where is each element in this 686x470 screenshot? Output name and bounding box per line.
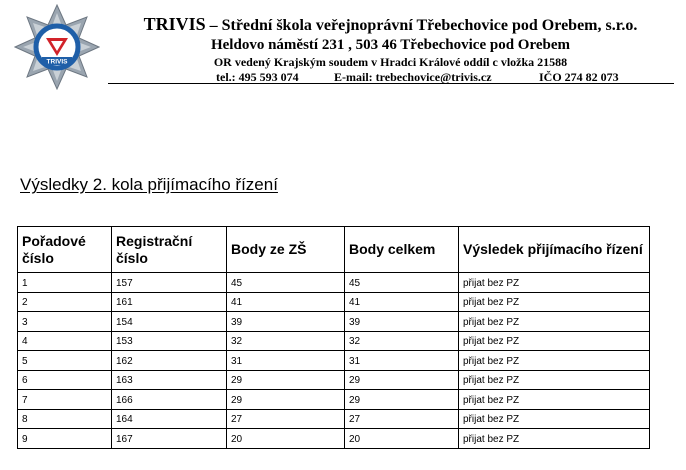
cell-result: přijat bez PZ bbox=[459, 312, 650, 332]
cell-result: přijat bez PZ bbox=[459, 409, 650, 429]
company-id: IČO 274 82 073 bbox=[539, 70, 619, 84]
letterhead bbox=[0, 0, 686, 90]
phone-number: tel.: 495 593 074 bbox=[216, 70, 299, 84]
cell-registration: 153 bbox=[112, 331, 227, 351]
cell-points-school: 31 bbox=[227, 351, 345, 371]
cell-result: přijat bez PZ bbox=[459, 370, 650, 390]
cell-points-total: 32 bbox=[345, 331, 459, 351]
table-row bbox=[18, 331, 650, 351]
cell-registration: 167 bbox=[112, 429, 227, 449]
cell-points-total: 27 bbox=[345, 409, 459, 429]
cell-order: 2 bbox=[18, 292, 112, 312]
cell-order: 8 bbox=[18, 409, 112, 429]
cell-registration: 163 bbox=[112, 370, 227, 390]
cell-points-school: 29 bbox=[227, 370, 345, 390]
table-row bbox=[18, 409, 650, 429]
header-admission-result: Výsledek přijímacího řízení bbox=[459, 227, 650, 273]
svg-text:TRIVIS: TRIVIS bbox=[46, 58, 68, 66]
table-row bbox=[18, 292, 650, 312]
cell-order: 7 bbox=[18, 390, 112, 410]
school-logo-star-icon bbox=[14, 4, 100, 90]
cell-result: přijat bez PZ bbox=[459, 429, 650, 449]
cell-result: přijat bez PZ bbox=[459, 390, 650, 410]
cell-order: 3 bbox=[18, 312, 112, 332]
cell-registration: 157 bbox=[112, 273, 227, 293]
court-registration: OR vedený Krajským soudem v Hradci Králové oddíl c vložka 21588 bbox=[213, 55, 568, 69]
cell-result: přijat bez PZ bbox=[459, 273, 650, 293]
cell-result: přijat bez PZ bbox=[459, 331, 650, 351]
cell-points-total: 41 bbox=[345, 292, 459, 312]
document-title: Výsledky 2. kola přijímacího řízení bbox=[20, 175, 278, 194]
header-points-school: Body ze ZŠ bbox=[227, 227, 345, 273]
cell-registration: 164 bbox=[112, 409, 227, 429]
letterhead-divider bbox=[108, 83, 674, 84]
header-registration-number: Registrační číslo bbox=[112, 227, 227, 273]
table-row bbox=[18, 390, 650, 410]
school-name-rest: – Střední škola veřejnoprávní Třebechovice pod Orebem, s.r.o. bbox=[205, 17, 638, 34]
school-address: Heldovo náměstí 231 , 503 46 Třebechovice pod Orebem bbox=[210, 37, 570, 53]
table-row bbox=[18, 273, 650, 293]
header-order-number: Pořadové číslo bbox=[18, 227, 112, 273]
cell-points-school: 45 bbox=[227, 273, 345, 293]
table-header-row bbox=[18, 227, 650, 273]
school-name bbox=[108, 14, 673, 36]
table-row bbox=[18, 370, 650, 390]
cell-points-school: 41 bbox=[227, 292, 345, 312]
cell-points-total: 31 bbox=[345, 351, 459, 371]
cell-points-total: 29 bbox=[345, 370, 459, 390]
cell-order: 1 bbox=[18, 273, 112, 293]
cell-points-total: 29 bbox=[345, 390, 459, 410]
cell-result: přijat bez PZ bbox=[459, 292, 650, 312]
cell-points-school: 29 bbox=[227, 390, 345, 410]
cell-result: přijat bez PZ bbox=[459, 351, 650, 371]
cell-order: 4 bbox=[18, 331, 112, 351]
cell-registration: 154 bbox=[112, 312, 227, 332]
cell-registration: 166 bbox=[112, 390, 227, 410]
cell-points-total: 45 bbox=[345, 273, 459, 293]
cell-points-total: 20 bbox=[345, 429, 459, 449]
table-row bbox=[18, 429, 650, 449]
cell-points-school: 32 bbox=[227, 331, 345, 351]
cell-points-school: 20 bbox=[227, 429, 345, 449]
email-address: E-mail: trebechovice@trivis.cz bbox=[334, 70, 492, 84]
brand-name: TRIVIS bbox=[143, 14, 206, 34]
cell-registration: 161 bbox=[112, 292, 227, 312]
cell-registration: 162 bbox=[112, 351, 227, 371]
header-points-total: Body celkem bbox=[345, 227, 459, 273]
table-row bbox=[18, 312, 650, 332]
table-row bbox=[18, 351, 650, 371]
cell-points-school: 39 bbox=[227, 312, 345, 332]
results-table bbox=[17, 226, 650, 449]
cell-order: 9 bbox=[18, 429, 112, 449]
letterhead-text bbox=[108, 14, 673, 85]
cell-points-total: 39 bbox=[345, 312, 459, 332]
cell-order: 5 bbox=[18, 351, 112, 371]
cell-order: 6 bbox=[18, 370, 112, 390]
cell-points-school: 27 bbox=[227, 409, 345, 429]
